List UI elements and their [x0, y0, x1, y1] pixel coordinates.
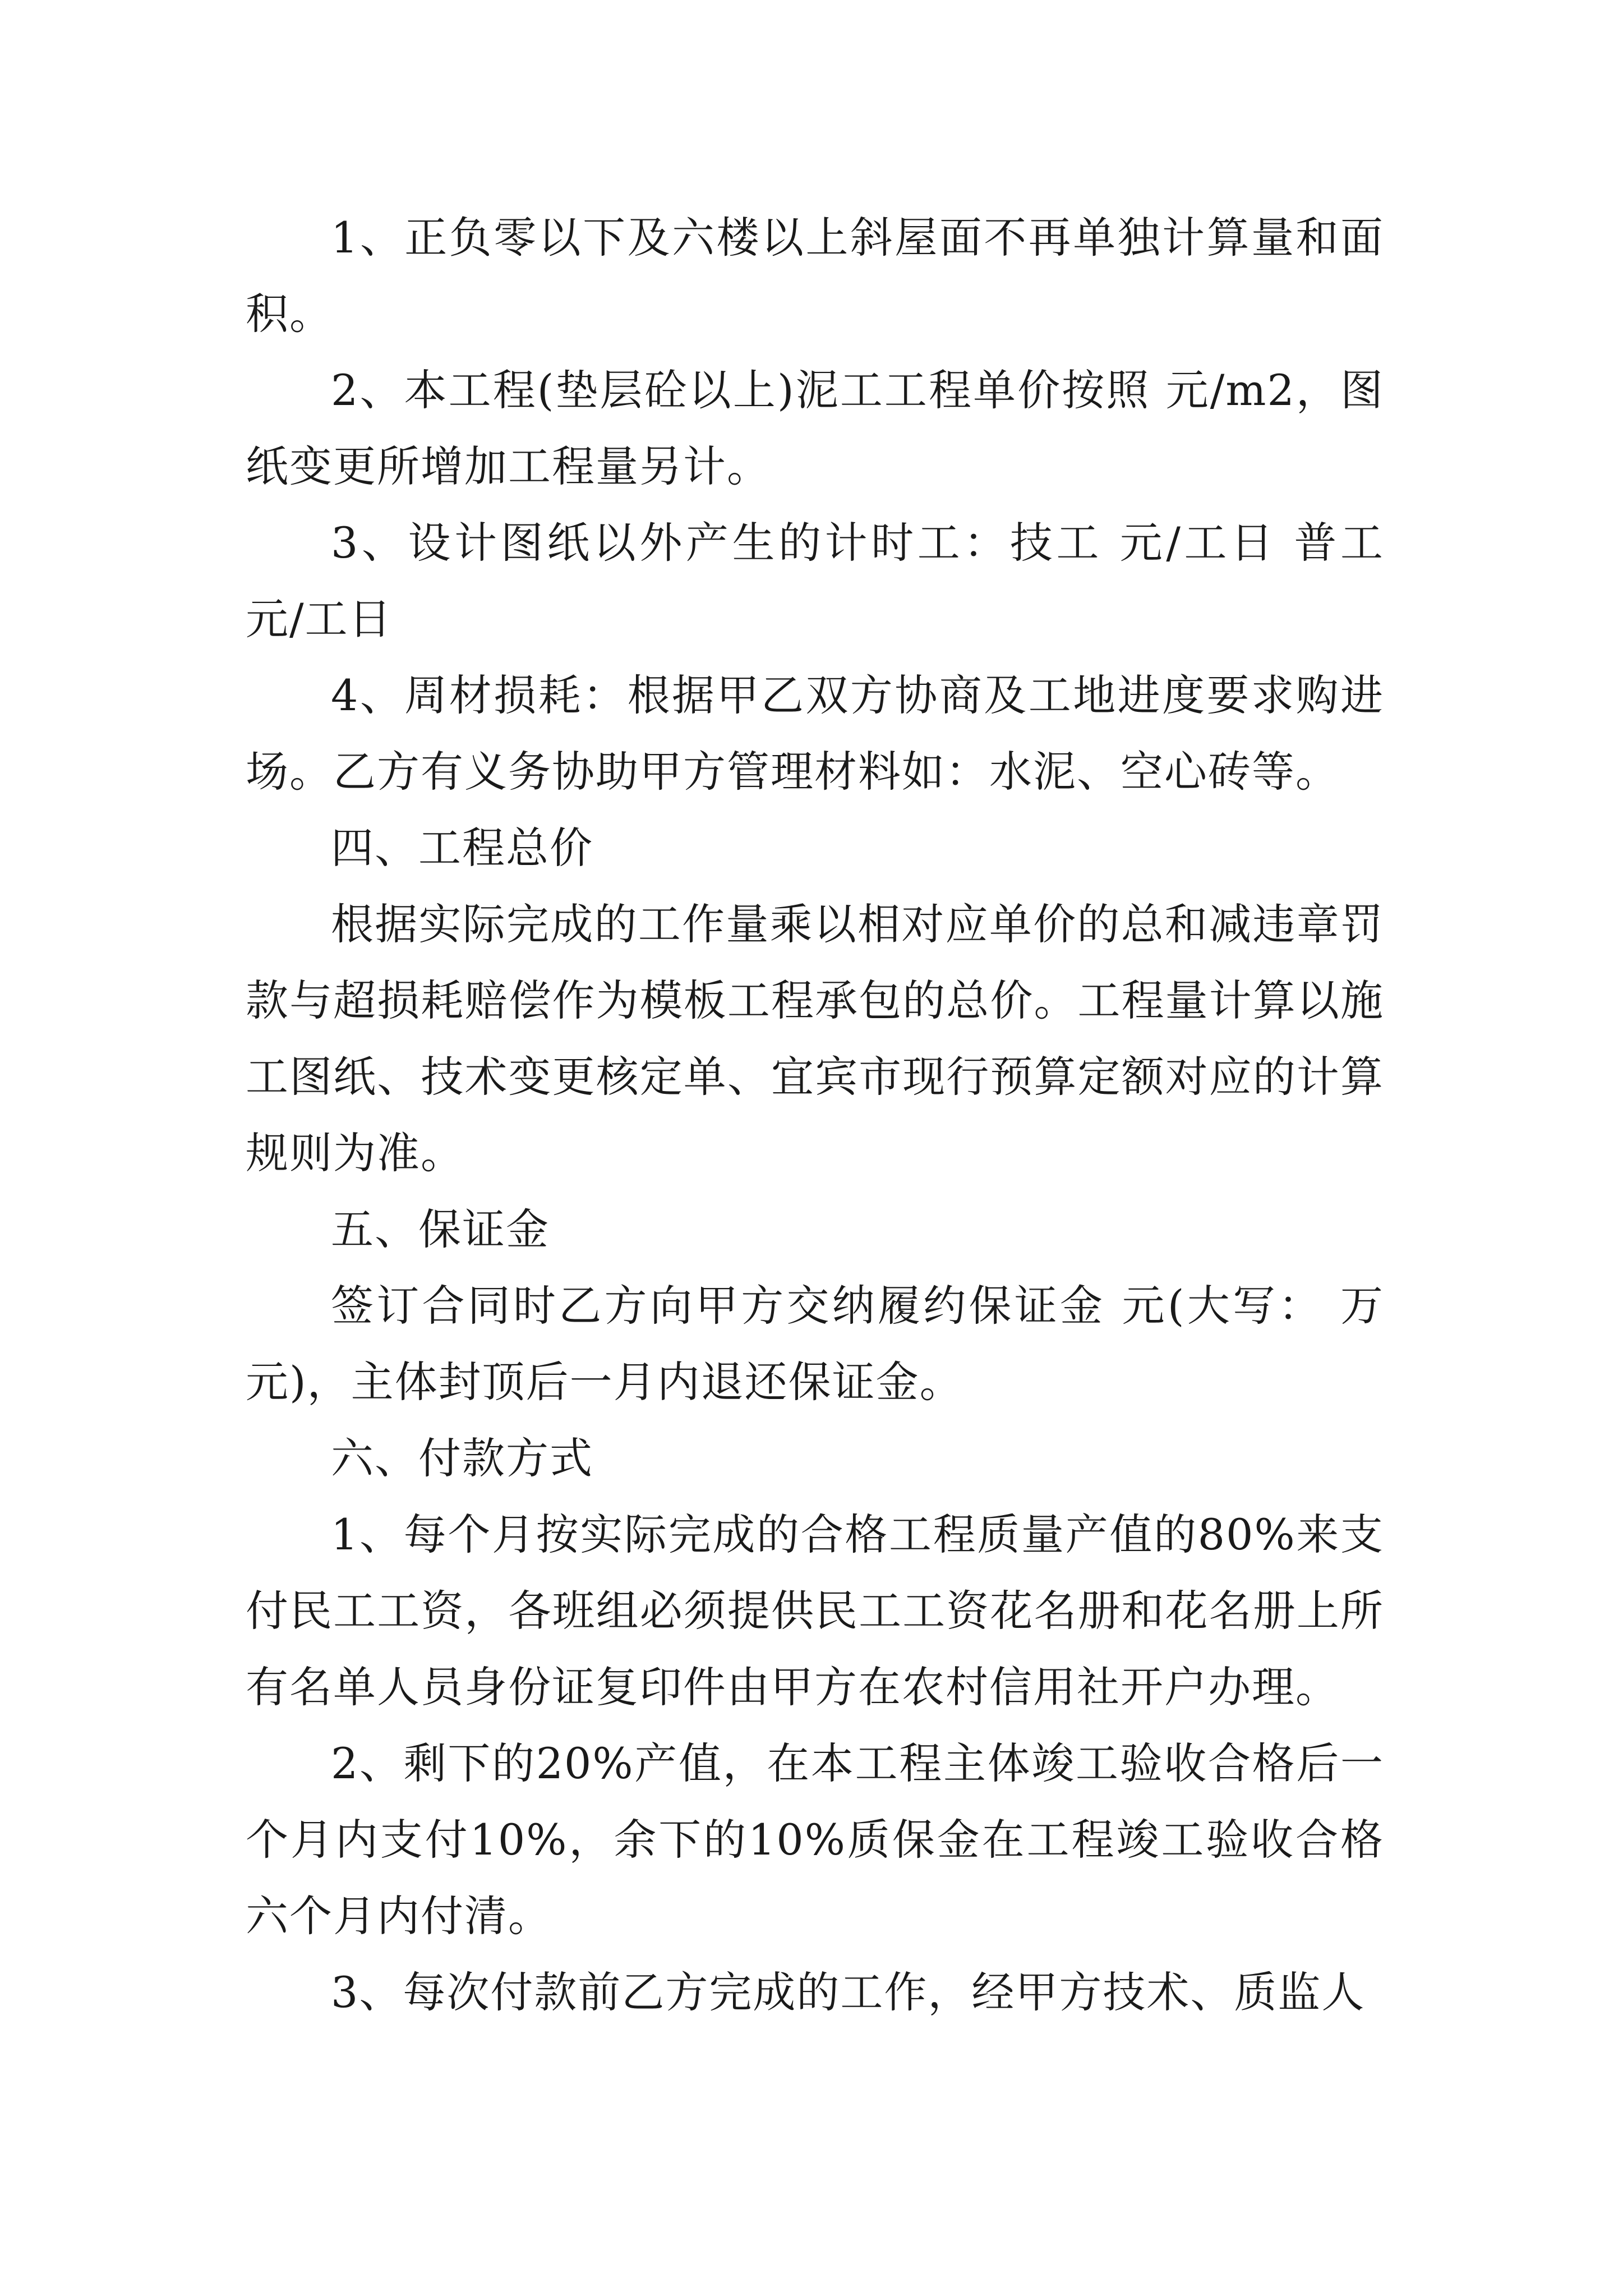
payment-clause-1: 1、每个月按实际完成的合格工程质量产值的80%来支付民工工资，各班组必须提供民工工资花名册和花名册上所有名单人员身份证复印件由甲方在农村信用社开户办理。 — [246, 1510, 1384, 1712]
section-heading-total-price: 四、工程总价 — [331, 823, 593, 873]
clause-1-negative-zero-roof: 1、正负零以下及六楼以上斜屋面不再单独计算量和面积。 — [246, 213, 1384, 339]
section-heading-deposit: 五、保证金 — [331, 1204, 550, 1254]
clause-2-unit-price: 2、本工程(垫层砼以上)泥工工程单价按照 元/m2，图纸变更所增加工程量另计。 — [246, 365, 1384, 491]
payment-clause-2: 2、剩下的20%产值，在本工程主体竣工验收合格后一个月内支付10%，余下的10%质保金在工程竣工验收合格六个月内付清。 — [246, 1738, 1384, 1941]
section-heading-payment-method: 六、付款方式 — [331, 1433, 593, 1483]
clause-3-hourly-labor: 3、设计图纸以外产生的计时工：技工 元/工日 普工 元/工日 — [246, 518, 1384, 644]
total-price-paragraph: 根据实际完成的工作量乘以相对应单价的总和减违章罚款与超损耗赔偿作为模板工程承包的总价。工程量计算以施工图纸、技术变更核定单、宜宾市现行预算定额对应的计算规则为准。 — [246, 899, 1384, 1178]
payment-clause-3: 3、每次付款前乙方完成的工作，经甲方技术、质监人 — [331, 1967, 1366, 2017]
clause-4-material-loss: 4、周材损耗：根据甲乙双方协商及工地进度要求购进场。乙方有义务协助甲方管理材料如：水泥、空心砖等。 — [246, 670, 1384, 797]
deposit-paragraph: 签订合同时乙方向甲方交纳履约保证金 元(大写： 万元)，主体封顶后一月内退还保证金。 — [246, 1281, 1384, 1407]
document-body — [246, 200, 1384, 2031]
